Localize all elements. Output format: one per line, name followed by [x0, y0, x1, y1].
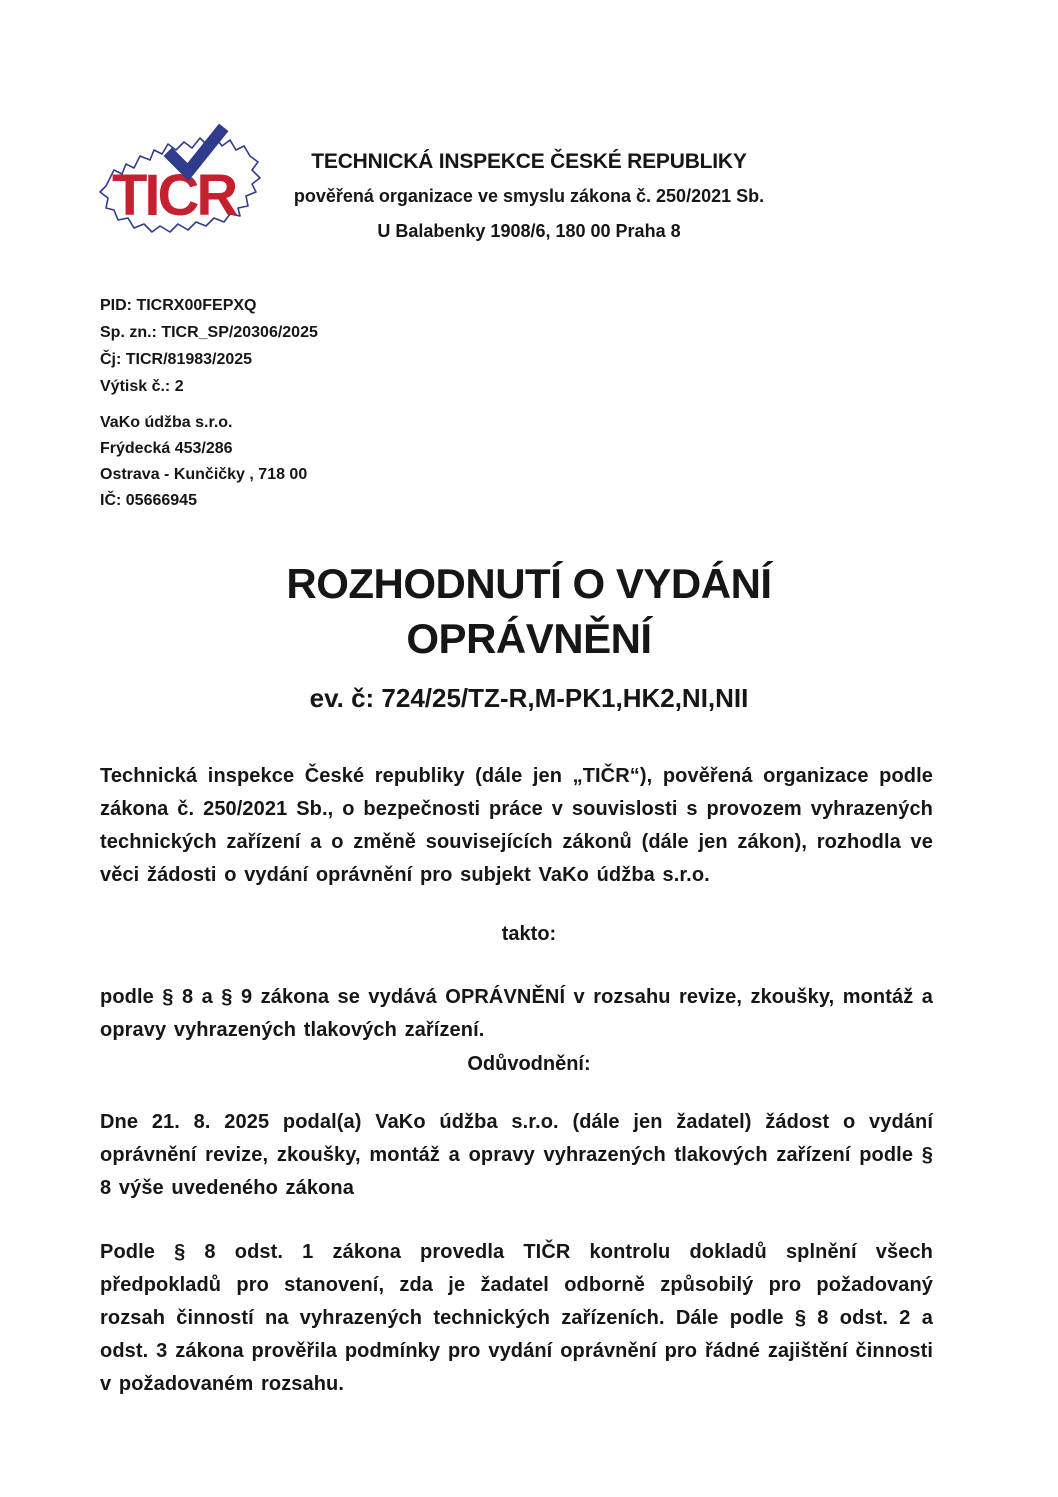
- org-subtitle: pověřená organizace ve smyslu zákona č. 250/2021 Sb.: [293, 186, 765, 206]
- pid-line: PID: TICRX00FEPXQ: [100, 297, 257, 314]
- recipient-city: Ostrava - Kunčičky , 718 00: [100, 466, 308, 483]
- org-address: U Balabenky 1908/6, 180 00 Praha 8: [377, 221, 681, 241]
- letterhead: [0, 148, 1058, 243]
- oduvodneni-heading: Odůvodnění:: [467, 1053, 591, 1075]
- application-paragraph: Dne 21. 8. 2025 podal(a) VaKo údžba s.r.o. (dále jen žadatel) žádost o vydání oprávnění revize, zkoušky, montáž a opravy vyhrazených tlakových zařízení podle § 8 výše uvedeného zákona: [100, 1111, 933, 1199]
- verdict-paragraph: podle § 8 a § 9 zákona se vydává OPRÁVNĚNÍ v rozsahu revize, zkoušky, montáž a opravy vyhrazených tlakových zařízení.: [100, 986, 933, 1041]
- intro-paragraph: Technická inspekce České republiky (dále jen „TIČR“), pověřená organizace podle zákona č. 250/2021 Sb., o bezpečnosti práce v souvislosti s provozem vyhrazených technických zařízení a o změně souvisejících zákonů (dále jen zákon), rozhodla ve věci žádosti o vydání oprávnění pro subjekt VaKo údžba s.r.o.: [100, 765, 933, 886]
- review-paragraph: Podle § 8 odst. 1 zákona provedla TIČR kontrolu dokladů splnění všech předpokladů pro stanovení, zda je žadatel odborně způsobilý pro požadovaný rozsah činností na vyhrazených technických zařízeních. Dále podle § 8 odst. 2 a odst. 3 zákona prověřila podmínky pro vydání oprávnění pro řádné zajištění činnosti v požadovaném rozsahu.: [100, 1241, 933, 1395]
- evidence-number: ev. č: 724/25/TZ-R,M-PK1,HK2,NI,NII: [309, 683, 749, 713]
- cj-line: Čj: TICR/81983/2025: [100, 351, 253, 368]
- document-title-line2: OPRÁVNĚNÍ: [406, 615, 652, 662]
- recipient-ic: IČ: 05666945: [100, 492, 197, 509]
- takto-heading: takto:: [501, 923, 557, 945]
- org-name: TECHNICKÁ INSPEKCE ČESKÉ REPUBLIKY: [311, 150, 747, 173]
- recipient-street: Frýdecká 453/286: [100, 440, 233, 457]
- document-title-line1: ROZHODNUTÍ O VYDÁNÍ: [286, 560, 772, 607]
- document-title: [0, 556, 1058, 666]
- vytisk-line: Výtisk č.: 2: [100, 378, 184, 395]
- recipient-block: [100, 410, 307, 514]
- reference-block: [100, 292, 318, 400]
- recipient-name: VaKo údžba s.r.o.: [100, 414, 233, 431]
- spzn-line: Sp. zn.: TICR_SP/20306/2025: [100, 324, 318, 341]
- logo-acronym: TICR: [112, 163, 236, 228]
